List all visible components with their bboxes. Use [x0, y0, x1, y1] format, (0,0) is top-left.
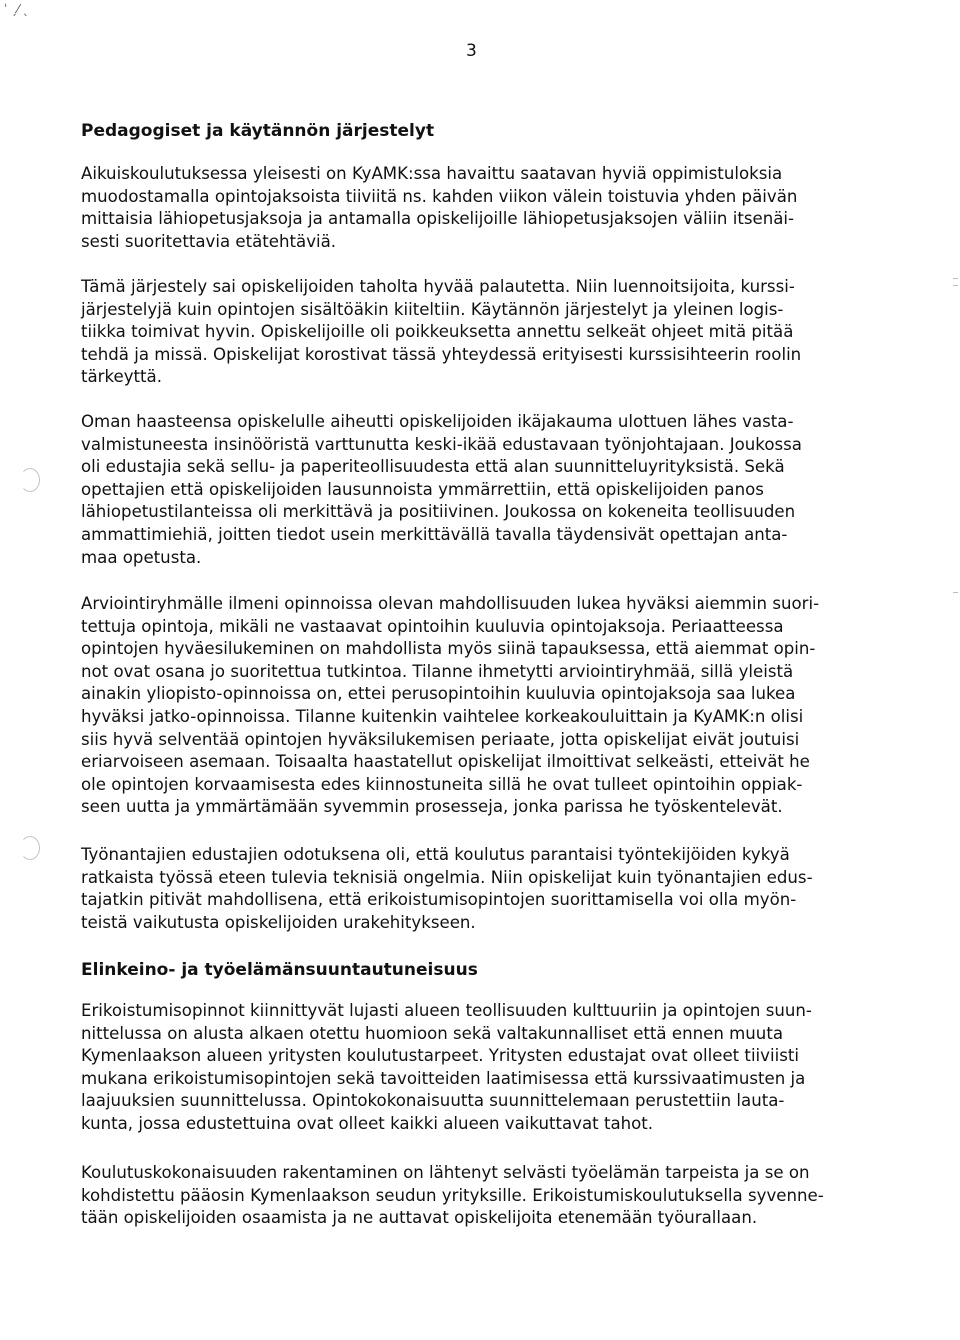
text-line: tään opiskelijoiden osaamista ja ne auttavat opiskelijoita etenemään työurallaan. — [81, 1208, 758, 1228]
text-line: tärkeyttä. — [81, 367, 162, 387]
text-line: tajatkin pitivät mahdollisena, että erikoistumisopintojen suorittamisella voi olla myön- — [81, 890, 797, 910]
text-line: maa opetusta. — [81, 547, 202, 567]
text-line: Oman haasteensa opiskelulle aiheutti opiskelijoiden ikäjakauma ulottuen lähes vasta- — [81, 412, 794, 431]
text-line: oli edustajia sekä sellu- ja paperiteollisuudesta että alan suunnitteluyrityksistä. Sekä — [81, 457, 785, 477]
text-line: mittaisia lähiopetusjaksoja ja antamalla opiskelijoille lähiopetusjaksojen väliin itsenäi- — [81, 209, 794, 229]
text-line: Erikoistumisopinnot kiinnittyvät lujasti alueen teollisuuden kulttuuriin ja opintojen suun- — [81, 1001, 812, 1020]
text-line: muodostamalla opintojaksoista tiiviitä ns. kahden viikon välein toistuvia yhden päivän — [81, 186, 798, 206]
edge-mark — [953, 278, 958, 279]
text-line: valmistuneesta insinööristä varttunutta keski-ikää edustavaan työnjohtajaan. Joukossa — [81, 434, 802, 454]
paragraph — [81, 411, 871, 569]
section-heading: Pedagogiset ja käytännön järjestelyt — [81, 121, 435, 141]
text-line: sesti suoritettavia etätehtäviä. — [81, 231, 337, 251]
edge-mark — [953, 285, 958, 286]
text-line: eriarvoiseen asemaan. Toisaalta haastatellut opiskelijat ilmoittivat selkeästi, etteivät he — [81, 752, 810, 772]
text-line: ammattimiehiä, joitten tiedot usein merkittävällä tavalla täydensivät opettajan anta- — [81, 524, 788, 544]
text-line: seen uutta ja ymmärtämään syvemmin prosesseja, jonka parissa he työskentelevät. — [81, 797, 783, 817]
text-line: not ovat osana jo suoritettua tutkintoa. Tilanne ihmetytti arviointiryhmää, sillä yleistä — [81, 661, 794, 681]
text-line: tehdä ja missä. Opiskelijat korostivat tässä yhteydessä erityisesti kurssisihteerin roolin — [81, 344, 802, 364]
text-line: ratkaista työssä eteen tulevia teknisiä ongelmia. Niin opiskelijat kuin työnantajien edus- — [81, 867, 813, 887]
text-line: mukana erikoistumisopintojen sekä tavoitteiden laatimisessa että kurssivaatimusten ja — [81, 1068, 806, 1088]
text-line: laajuuksien suunnittelussa. Opintokokonaisuutta suunnittelemaan perustettiin lauta- — [81, 1091, 785, 1111]
paragraph — [81, 593, 871, 819]
paragraph — [81, 1000, 871, 1136]
text-line: lähiopetustilanteissa oli merkittävä ja positiivinen. Joukossa on kokeneita teollisuuden — [81, 502, 796, 522]
paragraph — [81, 844, 871, 934]
text-line: nittelussa on alusta alkaen otettu huomioon sekä valtakunnalliset että ennen muuta — [81, 1023, 783, 1043]
edge-mark — [953, 592, 958, 593]
text-line: teistä vaikutusta opiskelijoiden urakehitykseen. — [81, 912, 476, 932]
text-line: järjestelyjä kuin opintojen sisältöäkin kiiteltiin. Käytännön järjestelyt ja yleinen logis- — [81, 299, 784, 319]
punch-hole-mark — [20, 468, 40, 492]
paragraph — [81, 276, 871, 389]
text-line: kohdistettu pääosin Kymenlaakson seudun yrityksille. Erikoistumiskoulutuksella syvenne- — [81, 1185, 824, 1205]
text-line: hyväksi jatko-opinnoissa. Tilanne kuitenkin vaihtelee korkeakouluittain ja KyAMK:n olisi — [81, 706, 804, 726]
scan-mark: ˈ ˏ⁄ ˎ — [4, 2, 29, 16]
text-line: Aikuiskoulutuksessa yleisesti on KyAMK:ssa havaittu saatavan hyviä oppimistuloksia — [81, 164, 783, 183]
page-number: 3 — [466, 41, 477, 61]
text-line: Kymenlaakson alueen yritysten koulutustarpeet. Yritysten edustajat ovat olleet tiiviisti — [81, 1046, 799, 1066]
text-line: Koulutuskokonaisuuden rakentaminen on lähtenyt selvästi työelämän tarpeista ja se on — [81, 1163, 810, 1182]
text-line: tettuja opintoja, mikäli ne vastaavat opintoihin kuuluvia opintojaksoja. Periaatteessa — [81, 616, 784, 636]
text-line: siis hyvä selventää opintojen hyväksilukemisen periaate, jotta opiskelijat eivät joutuisi — [81, 729, 800, 749]
text-line: kunta, jossa edustettuina ovat olleet kaikki alueen vaikuttavat tahot. — [81, 1113, 654, 1133]
text-line: ole opintojen korvaamisesta edes kiinnostuneita sillä he ovat tulleet opintoihin oppiak- — [81, 774, 803, 794]
paragraph — [81, 1162, 871, 1230]
text-line: ainakin yliopisto-opinnoissa on, ettei perusopintoihin kuuluvia opintojaksoja saa lukea — [81, 684, 796, 704]
paragraph — [81, 163, 871, 253]
text-line: tiikka toimivat hyvin. Opiskelijoille oli poikkeuksetta annettu selkeät ohjeet mitä pitää — [81, 322, 794, 342]
text-line: opettajien että opiskelijoiden lausunnoista ymmärrettiin, että opiskelijoiden panos — [81, 479, 764, 499]
section-heading: Elinkeino- ja työelämänsuuntautuneisuus — [81, 960, 478, 980]
text-line: Tämä järjestely sai opiskelijoiden taholta hyvää palautetta. Niin luennoitsijoita, kurssi- — [81, 277, 795, 296]
punch-hole-mark — [20, 836, 40, 860]
text-line: Arviointiryhmälle ilmeni opinnoissa olevan mahdollisuuden lukea hyväksi aiemmin suori- — [81, 594, 820, 613]
text-line: opintojen hyväesilukeminen on mahdollista myös siinä tapauksessa, että aiemmat opin- — [81, 639, 816, 659]
text-line: Työnantajien edustajien odotuksena oli, että koulutus parantaisi työntekijöiden kykyä — [81, 845, 790, 864]
